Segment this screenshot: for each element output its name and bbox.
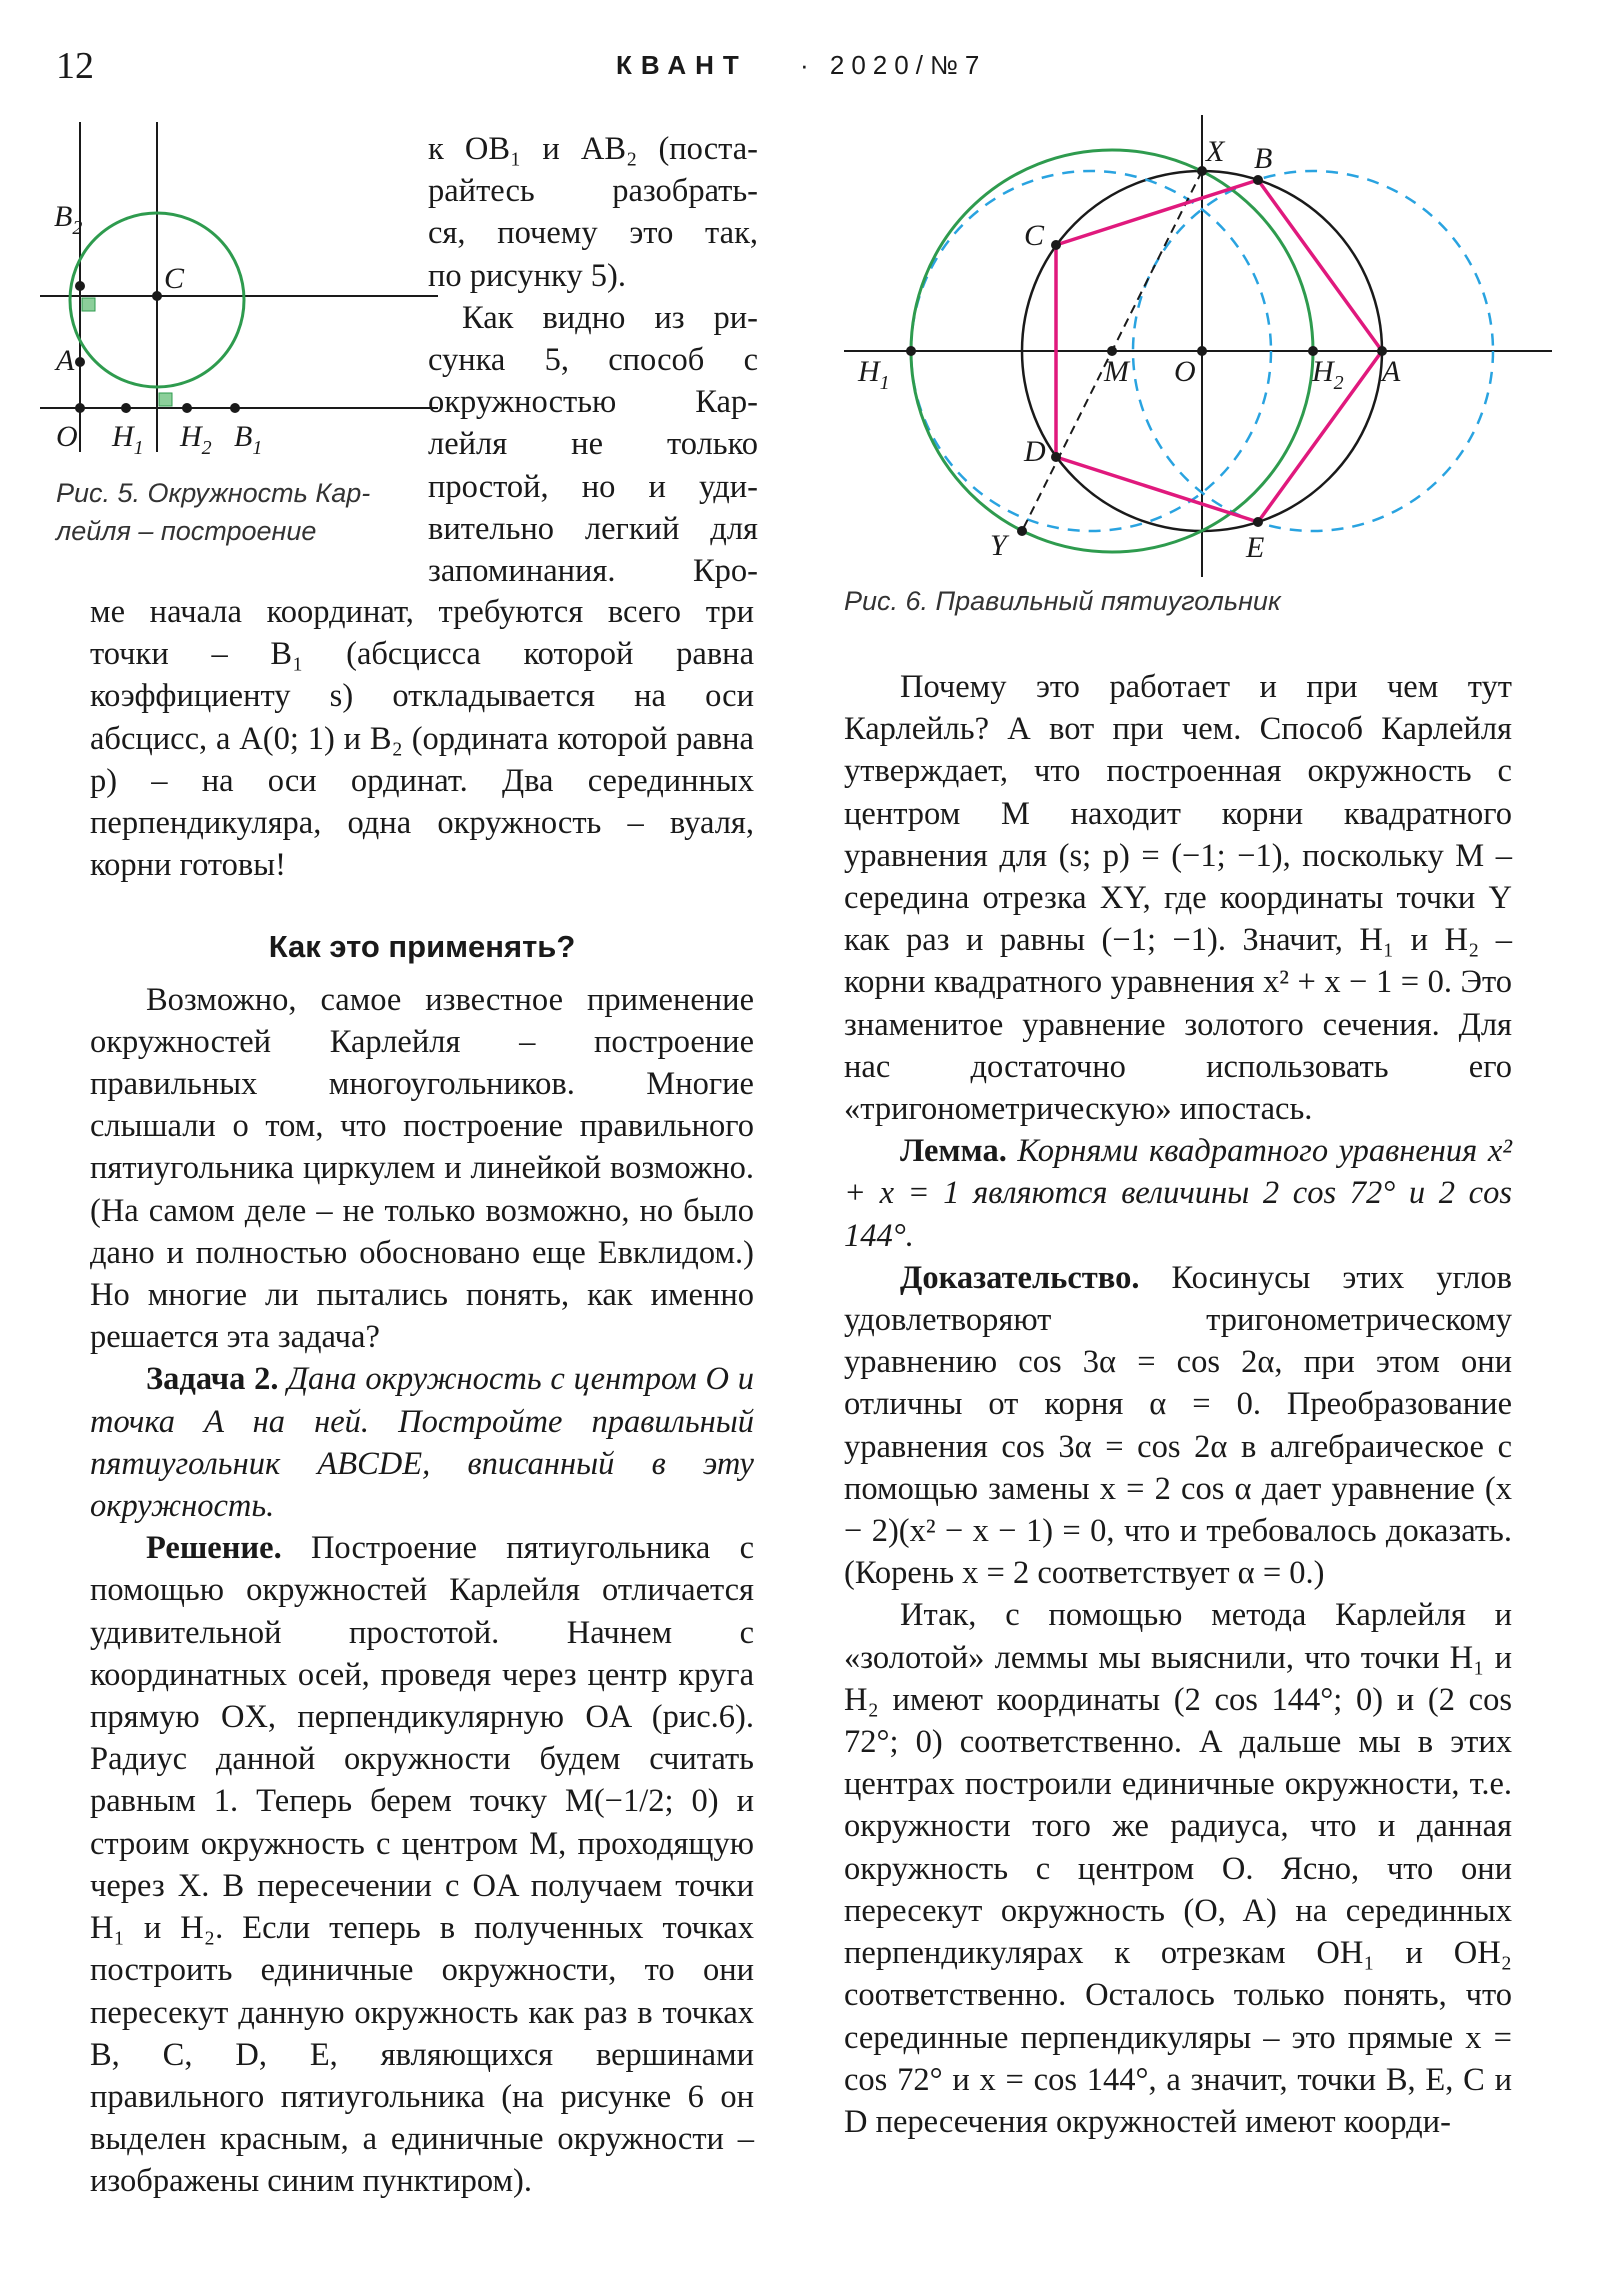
issue-number: · 2020/№7: [800, 50, 987, 80]
figure-6-caption: Рис. 6. Правильный пятиугольник: [844, 586, 1281, 616]
left-column: [90, 591, 754, 2203]
text-line: Как видно из ри-: [462, 299, 758, 336]
page-number: 12: [56, 45, 94, 87]
proof-text: Косинусы этих углов удовлетворяют тригонометрическому уравнению cos 3α = cos 2α, при этом они отличны от корня α = 0. Преобразование уравнения cos 3α = cos 2α в алгебраическое с помощью замены x = 2 cos α дает уравнение (x − 2)(x² − x − 1) = 0, что и требовалось доказать. (Корень x = 2 соответствует α = 0.): [844, 1259, 1512, 1592]
fig5-right-angle-marker: [82, 298, 95, 311]
task-text: Дана окружность с центром O и точка A на ней. Постройте правильный пятиугольник ABCDE, вписанный в эту окружность.: [90, 1361, 755, 1525]
text-line: запоминания. Кро-: [428, 553, 758, 590]
fig5-label-H2: $H_2$: [180, 420, 212, 459]
fig5-point-B1: [230, 403, 240, 413]
solution-paragraph: [90, 1527, 754, 2202]
fig5-label-A: A: [56, 344, 75, 377]
right-column: [844, 666, 1512, 2143]
text-line: к OB₁ и AB₂ (поста-: [428, 131, 758, 167]
text-line: вительно легкий для: [428, 510, 758, 547]
text-line: простой, но и уди-: [428, 468, 758, 505]
fig6-label-Y: Y: [990, 529, 1007, 562]
fig6-label-M: M: [1104, 355, 1129, 388]
text-line: лейля не только: [428, 426, 758, 463]
fig5-point-A: [75, 357, 85, 367]
fig6-label-X: X: [1206, 135, 1225, 168]
paragraph: Возможно, самое известное применение окружностей Карлейля – построение правильных многоугольников. Многие слышали о том, что построение правильного пятиугольника циркулем и линейкой возможно. (На самом деле – не только возможно, но было дано и полностью обосновано еще Евклидом.) Но многие ли пытались понять, как именно решается эта задача?: [90, 981, 754, 1356]
section-title: Как это применять?: [268, 929, 576, 965]
text-line: райтесь разобрать-: [428, 173, 758, 210]
solution-label: Решение.: [146, 1530, 282, 1567]
fig6-label-E: E: [1246, 531, 1265, 564]
fig5-point-H2: [182, 403, 192, 413]
lemma-paragraph: [844, 1130, 1512, 1257]
fig6-point-H1: [906, 346, 916, 356]
text-line: по рисунку 5).: [428, 257, 626, 294]
fig6-point-B: [1253, 175, 1263, 185]
fig6-label-D: D: [1024, 435, 1046, 468]
fig6-label-C: C: [1024, 219, 1045, 252]
fig5-label-B2: $B_2$: [54, 200, 83, 239]
paragraph: Почему это работает и при чем тут Карлейль? А вот при чем. Способ Карлейля утверждает, что построенная окружность с центром M находит корни квадратного уравнения для (s; p) = (−1; −1), поскольку M – середина отрезка XY, где координаты точки Y как раз и равны (−1; −1). Значит, H₁ и H₂ – корни квадратного уравнения x² + x − 1 = 0. Это знаменитое уравнение золотого сечения. Для нас достаточно использовать его «тригонометрическую» ипостась.: [844, 669, 1512, 1128]
paragraph: Итак, с помощью метода Карлейля и «золотой» леммы мы выяснили, что точки H₁ и H₂ имеют координаты (2 cos 144°; 0) и (2 cos 72°; 0) соответственно. А дальше мы в этих центрах построили единичные окружности, т.е. окружности того же радиуса, что и данная окружность с центром O. Ясно, что они пересекут окружность (O, A) на серединных перпендикулярах к отрезкам OH₁ и OH₂ соответственно. Осталось только понять, что серединные перпендикуляры – это прямые x = cos 72° и x = cos 144°, а значит, точки B, E, C и D пересечения окружностей имеют коорди-: [844, 1597, 1512, 2140]
paragraph: [428, 128, 758, 297]
left-column-wrap-text: [428, 128, 758, 592]
fig5-label-H1: $H_1$: [112, 420, 144, 459]
lemma-text: Корнями квадратного уравнения x² + x = 1 являются величины 2 cos 72° и 2 cos 144°.: [844, 1133, 1513, 1254]
fig6-label-H2: $H_2$: [1312, 355, 1344, 394]
proof-label: Доказательство.: [900, 1259, 1140, 1296]
text-line: окружностью Кар-: [428, 384, 758, 421]
fig6-point-D: [1051, 452, 1061, 462]
fig5-label-B1: $B_1$: [234, 420, 263, 459]
fig5-label-O: O: [56, 420, 78, 453]
fig5-right-angle-marker: [159, 393, 172, 406]
fig6-label-H1: $H_1$: [858, 355, 890, 394]
fig5-label-C: C: [164, 262, 185, 295]
fig5-point-H1: [121, 403, 131, 413]
fig6-label-B: B: [1254, 142, 1273, 175]
paragraph: ме начала координат, требуются всего три точки – B₁ (абсцисса которой равна коэффициенту s) откладывается на оси абсцисс, а A(0; 1) и B₂ (ордината которой равна p) – на оси ординат. Два серединных перпендикуляра, одна окружность – вуаля, корни готовы!: [90, 594, 754, 884]
fig6-label-O: O: [1174, 355, 1196, 388]
fig6-point-C: [1051, 240, 1061, 250]
journal-title: КВАНТ: [616, 50, 748, 80]
task-label: Задача 2.: [146, 1361, 279, 1398]
figure-5-caption-line: Рис. 5. Окружность Кар-: [56, 478, 371, 508]
paragraph: [428, 297, 758, 339]
task-paragraph: [90, 1358, 754, 1527]
figure-5-caption: [56, 474, 386, 550]
proof-paragraph: [844, 1257, 1512, 1595]
fig6-point-O: [1197, 346, 1207, 356]
figure-5-caption-line: лейля – построение: [56, 516, 317, 546]
paragraph-continuation: [428, 339, 758, 592]
figure-6: [840, 115, 1560, 585]
fig5-point-B2: [75, 281, 85, 291]
lemma-label: Лемма.: [900, 1133, 1007, 1170]
text-line: ся, почему это так,: [428, 215, 758, 252]
fig6-point-Y: [1017, 526, 1027, 536]
fig6-point-E: [1253, 517, 1263, 527]
fig5-point-O: [75, 403, 85, 413]
fig6-label-A: A: [1382, 355, 1401, 388]
text-line: сунка 5, способ с: [428, 342, 758, 379]
solution-text: Построение пятиугольника с помощью окружностей Карлейля отличается удивительной простотой. Начнем с координатных осей, проведя через центр круга прямую OX, перпендикулярную OA (рис.6). Радиус данной окружности будем считать равным 1. Теперь берем точку M(−1/2; 0) и строим окружность с центром M, проходящую через X. В пересечении с OA получаем точки H₁ и H₂. Если теперь в полученных точках построить единичные окружности, то они пересекут данную окружность как раз в точках B, C, D, E, являющихся вершинами правильного пятиугольника (на рисунке 6 он выделен красным, а единичные окружности – изображены синим пунктиром).: [90, 1530, 755, 2200]
fig5-point-C: [152, 291, 162, 301]
figure-5: [40, 122, 440, 462]
